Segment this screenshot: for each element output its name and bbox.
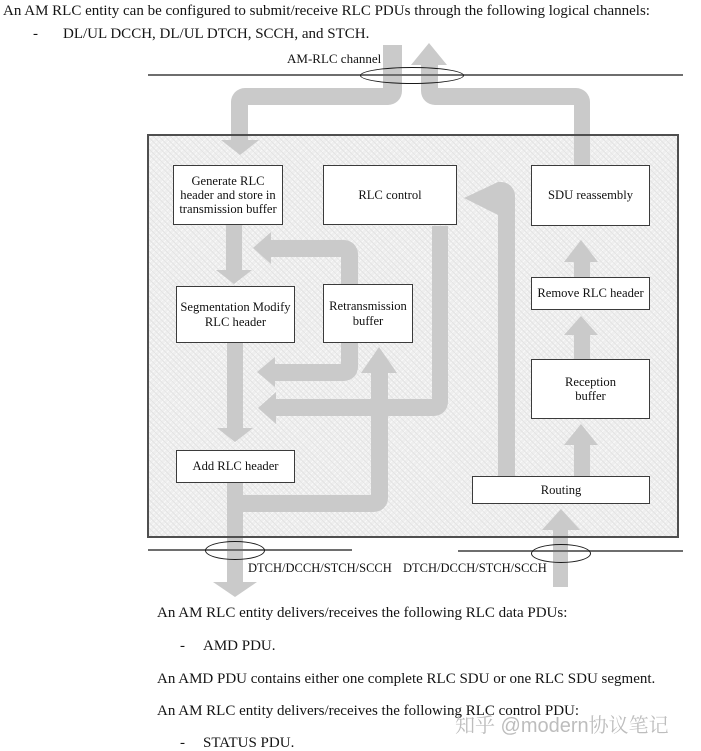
zhihu-watermark: 知乎 @modern协议笔记 — [455, 715, 669, 737]
intro-bullet-dash: - — [33, 26, 38, 42]
box-sdu-reassembly-label: SDU reassembly — [548, 188, 633, 203]
box-remove-header-label: Remove RLC header — [537, 286, 644, 301]
outro-line-1: An AM RLC entity delivers/receives the following RLC data PDUs: — [157, 605, 568, 621]
intro-line-1: An AM RLC entity can be configured to submit/receive RLC PDUs through the following logical channels: — [3, 3, 650, 19]
rlc-entity-panel-border — [147, 134, 679, 538]
bottom-left-channel-label: DTCH/DCCH/STCH/SCCH — [248, 561, 392, 575]
bottom-right-channel-label: DTCH/DCCH/STCH/SCCH — [403, 561, 547, 575]
bottom-left-channel-ellipse — [205, 541, 265, 560]
box-segmentation-label: Segmentation Modify RLC header — [180, 300, 291, 329]
box-rlc-control-label: RLC control — [358, 187, 422, 202]
arrowhead-out-bottom — [213, 582, 257, 597]
arrow-channel-down-horiz — [246, 88, 383, 105]
arrow-channel-down-vert2 — [231, 88, 248, 140]
top-channel-ellipse — [360, 67, 464, 84]
outro-bullet1-text: AMD PDU. — [203, 638, 276, 654]
top-channel-label: AM-RLC channel — [287, 51, 382, 66]
box-add-header-label: Add RLC header — [192, 459, 279, 474]
box-generate-label: Generate RLC header and store in transmission buffer — [179, 173, 277, 217]
outro-bullet2-dash: - — [180, 735, 185, 751]
box-reception-label: Reception buffer — [564, 374, 617, 403]
outro-bullet1-dash: - — [180, 638, 185, 654]
box-routing-label: Routing — [540, 482, 582, 497]
intro-bullet-text: DL/UL DCCH, DL/UL DTCH, SCCH, and STCH. — [63, 26, 370, 42]
arrow-up-horiz — [436, 88, 574, 105]
outro-line-3: An AM RLC entity delivers/receives the following RLC control PDU: — [157, 703, 580, 719]
outro-bullet2-text: STATUS PDU. — [203, 735, 295, 751]
box-retransmission-label: Retransmission buffer — [329, 299, 407, 328]
outro-line-2: An AMD PDU contains either one complete RLC SDU or one RLC SDU segment. — [157, 671, 656, 687]
